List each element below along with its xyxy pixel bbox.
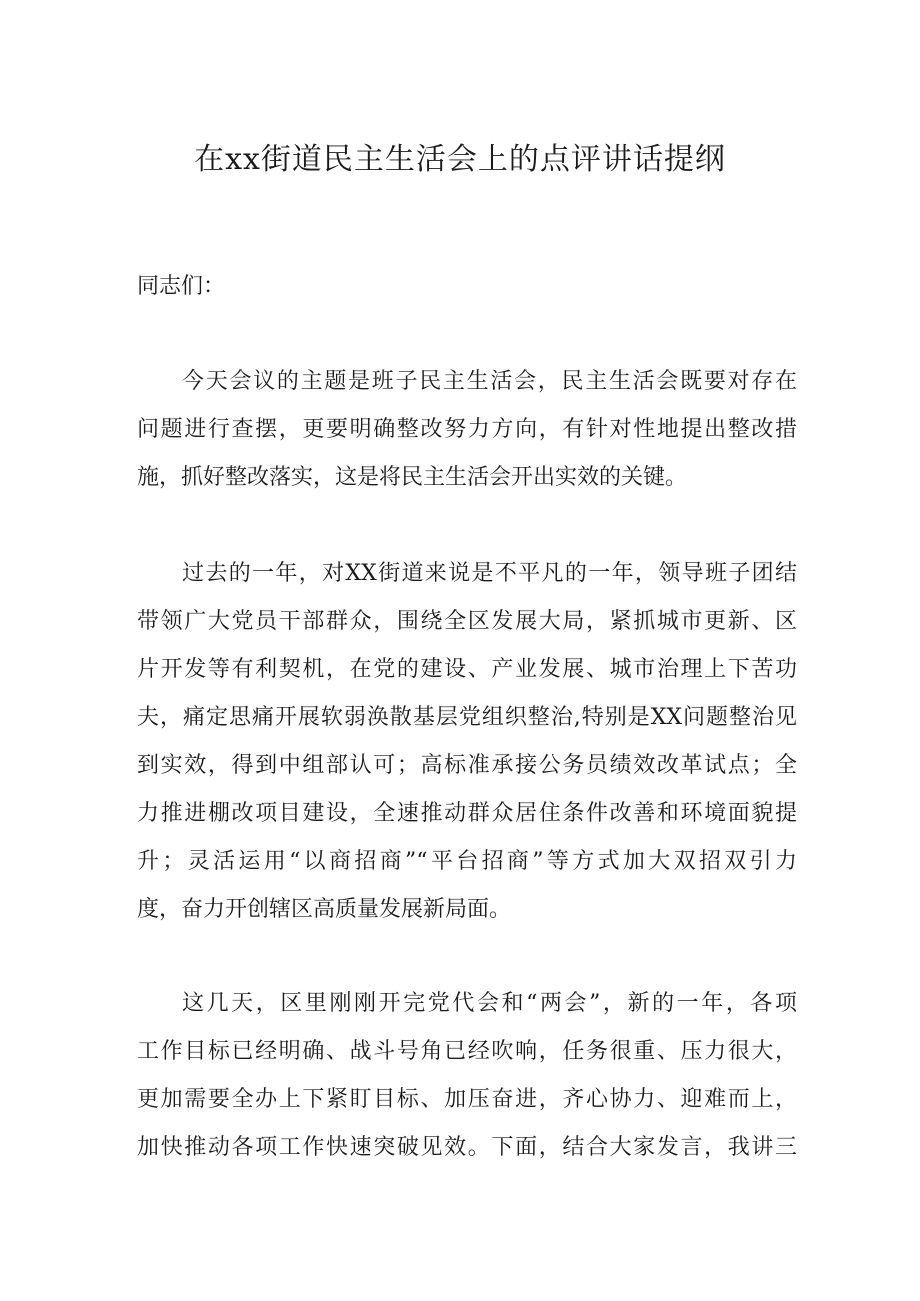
paragraph-line: 施，抓好整改落实，这是将民主生活会开出实效的关键。: [137, 465, 688, 490]
salutation: 同志们：: [137, 274, 226, 299]
paragraph-line: 升；灵活运用“以商招商”“平台招商”等方式加大双招双引力: [137, 849, 797, 874]
document-title: 在xx街道民主生活会上的点评讲话提纲: [194, 142, 726, 177]
paragraph-line: 带领广大党员干部群众，围绕全区发展大局，紧抓城市更新、区: [137, 609, 797, 634]
paragraph-line: 到实效，得到中组部认可；高标准承接公务员绩效改革试点；全: [137, 753, 797, 778]
paragraph-line: 片开发等有利契机，在党的建设、产业发展、城市治理上下苦功: [137, 657, 797, 682]
paragraph-line: 今天会议的主题是班子民主生活会，民主生活会既要对存在: [182, 369, 797, 394]
paragraph-2: [137, 550, 797, 934]
paragraph-line: 过去的一年，对XX街道来说是不平凡的一年，领导班子团结: [182, 561, 797, 586]
paragraph-line: 力推进棚改项目建设，全速推动群众居住条件改善和环境面貌提: [137, 801, 797, 826]
paragraph-line: 工作目标已经明确、战斗号角已经吹响，任务很重、压力很大，: [137, 1039, 797, 1064]
paragraph-line: 更加需要全办上下紧盯目标、加压奋进，齐心协力、迎难而上，: [137, 1087, 797, 1112]
paragraph-line: 问题进行查摆，更要明确整改努力方向，有针对性地提出整改措: [137, 417, 797, 442]
paragraph-line: 加快推动各项工作快速突破见效。下面，结合大家发言，我讲三: [137, 1135, 797, 1160]
paragraph-line: 夫，痛定思痛开展软弱涣散基层党组织整治,特别是XX问题整治见: [137, 705, 797, 730]
paragraph-line: 这几天，区里刚刚开完党代会和“两会”，新的一年，各项: [182, 991, 797, 1016]
paragraph-1: [137, 358, 797, 502]
paragraph-3: [137, 980, 797, 1172]
paragraph-line: 度，奋力开创辖区高质量发展新局面。: [137, 897, 512, 922]
